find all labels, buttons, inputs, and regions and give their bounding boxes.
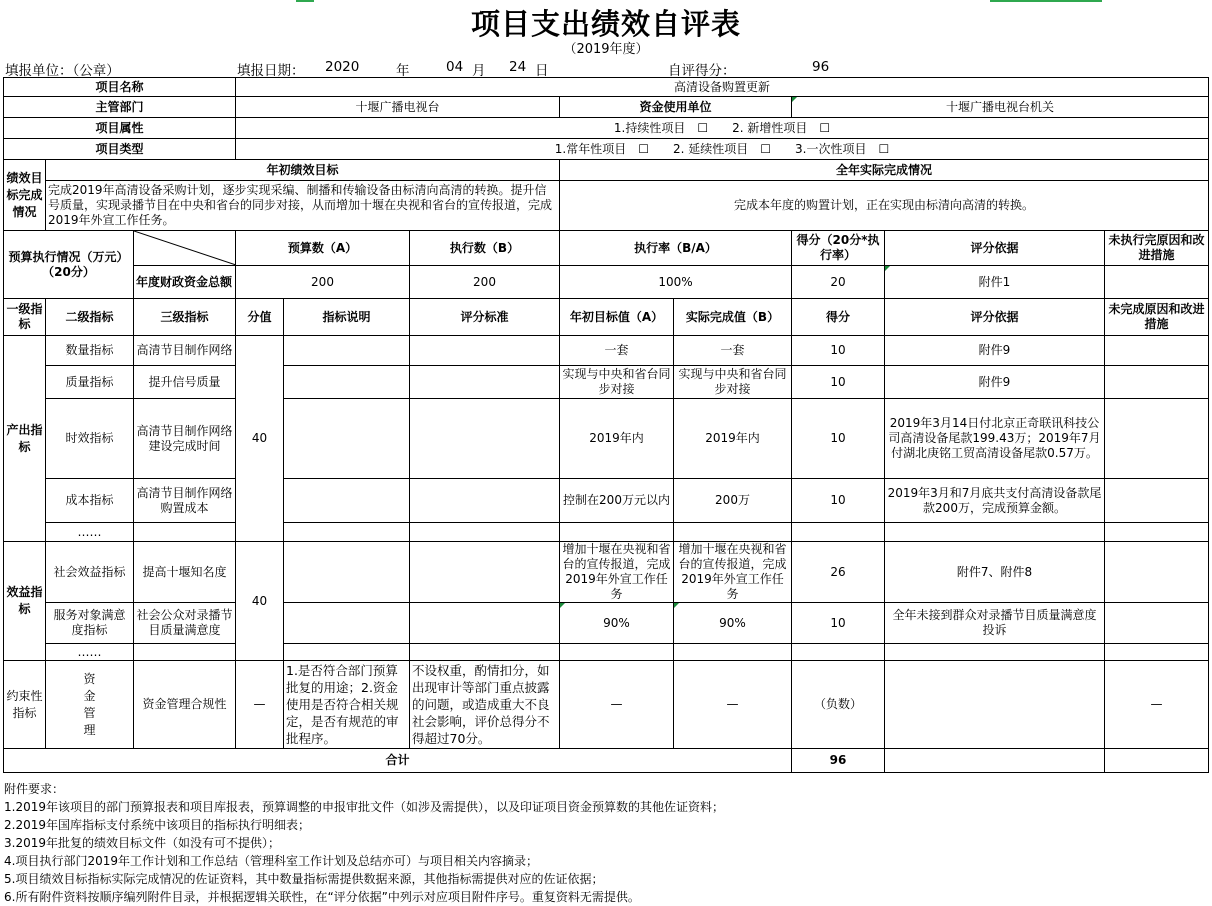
benefit-l2: 社会效益指标 <box>46 542 134 603</box>
unit-label: 填报单位：（公章） <box>5 63 120 79</box>
header-level3: 三级指标 <box>134 299 236 336</box>
empty-cell <box>885 644 1105 661</box>
score-label: 自评得分： <box>668 63 736 79</box>
header-reason: 未完成原因和改进措施 <box>1105 299 1209 336</box>
empty-cell <box>410 479 560 523</box>
output-l3: 高清节目制作网络建设完成时间 <box>134 399 236 479</box>
output-l3: 高清节目制作网络 <box>134 336 236 366</box>
goals-side-label: 绩效目标完成情况 <box>4 160 46 231</box>
benefit-l2: 服务对象满意度指标 <box>46 603 134 644</box>
table-row <box>4 399 1209 479</box>
note-item: 3.2019年批复的绩效目标文件（如没有可不提供）； <box>4 836 280 850</box>
date-day-unit: 日 <box>535 63 549 79</box>
project-attr: 1.持续性项目 ☐ 2. 新增性项目 ☐ <box>236 118 1209 139</box>
output-basis: 2019年3月14日付北京正奇联讯科技公司高清设备尾款199.43万；2019年7月付湖北庚铭工贸高清设备尾款0.57万。 <box>885 399 1105 479</box>
initial-goal-text: 完成2019年高清设备采购计划，逐步实现采编、制播和传输设备由标清向高清的转换。提升信号质量，实现录播节目在中央和省台的同步对接，从而增加十堰在央视和省台的宣传报道，完成2019年外宣工作任务。 <box>46 181 560 231</box>
empty-cell <box>284 336 410 366</box>
budget-score: 20 <box>792 266 885 299</box>
empty-cell <box>410 542 560 603</box>
project-type: 1.常年性项目 ☐ 2. 延续性项目 ☐ 3.一次性项目 ☐ <box>236 139 1209 160</box>
empty-cell <box>284 644 410 661</box>
empty-cell <box>674 644 792 661</box>
date-month-unit: 月 <box>472 63 486 79</box>
budget-col-b: 执行数（B） <box>410 231 560 266</box>
empty-cell <box>134 644 236 661</box>
output-actual: 2019年内 <box>674 399 792 479</box>
output-actual: 实现与中央和省台同步对接 <box>674 366 792 399</box>
fund-unit-value: 十堰广播电视台机关 <box>792 97 1209 118</box>
empty-cell <box>1105 749 1209 773</box>
output-l2: 数量指标 <box>46 336 134 366</box>
benefit-actual: 增加十堰在央视和省台的宣传报道，完成2019年外宣工作任务 <box>674 542 792 603</box>
constraint-score: （负数） <box>792 661 885 749</box>
table-row <box>4 542 1209 603</box>
output-score: 10 <box>792 336 885 366</box>
budget-row-label: 年度财政资金总额 <box>134 266 236 299</box>
output-basis: 附件9 <box>885 366 1105 399</box>
project-attr-label: 项目属性 <box>4 118 236 139</box>
fund-unit-label: 资金使用单位 <box>560 97 792 118</box>
empty-cell <box>284 399 410 479</box>
constraint-l2: 资金管理 <box>46 661 134 749</box>
empty-cell <box>410 399 560 479</box>
empty-cell <box>1105 644 1209 661</box>
empty-cell <box>1105 336 1209 366</box>
output-weight: 40 <box>236 336 284 542</box>
table-row <box>4 479 1209 523</box>
table-row <box>4 336 1209 366</box>
header-basis: 评分依据 <box>885 299 1105 336</box>
budget-col-score: 得分（20分*执行率） <box>792 231 885 266</box>
empty-cell <box>885 749 1105 773</box>
output-actual: 200万 <box>674 479 792 523</box>
empty-cell <box>284 366 410 399</box>
header-score: 得分 <box>792 299 885 336</box>
output-target: 一套 <box>560 336 674 366</box>
header-desc: 指标说明 <box>284 299 410 336</box>
dept-label: 主管部门 <box>4 97 236 118</box>
info-bar <box>0 58 1212 79</box>
note-item: 6.所有附件资料按顺序编列附件目录，并根据逻辑关联性，在“评分依据”中列示对应项目附件序号。重复资料无需提供。 <box>4 890 640 904</box>
evaluation-table <box>3 77 1209 773</box>
benefit-more: …… <box>46 644 134 661</box>
output-l2: 质量指标 <box>46 366 134 399</box>
budget-b: 200 <box>410 266 560 299</box>
benefit-target: 90% <box>560 603 674 644</box>
project-type-label: 项目类型 <box>4 139 236 160</box>
date-day: 24 <box>509 59 527 75</box>
constraint-l3: 资金管理合规性 <box>134 661 236 749</box>
empty-cell <box>792 644 885 661</box>
budget-label: 预算执行情况（万元）（20分） <box>4 231 134 299</box>
project-name: 高清设备购置更新 <box>236 78 1209 97</box>
empty-cell <box>560 644 674 661</box>
empty-cell <box>885 523 1105 542</box>
budget-col-a: 预算数（A） <box>236 231 410 266</box>
total-label: 合计 <box>4 749 792 773</box>
empty-cell <box>410 523 560 542</box>
output-target: 实现与中央和省台同步对接 <box>560 366 674 399</box>
benefit-target: 增加十堰在央视和省台的宣传报道，完成2019年外宣工作任务 <box>560 542 674 603</box>
date-year: 2020 <box>325 59 360 75</box>
notes-heading: 附件要求： <box>4 782 65 796</box>
note-item: 4.项目执行部门2019年工作计划和工作总结（管理科室工作计划及总结亦可）与项目相关内容摘录； <box>4 854 538 868</box>
budget-reason <box>1105 266 1209 299</box>
constraint-reason: — <box>1105 661 1209 749</box>
budget-col-rate: 执行率（B/A） <box>560 231 792 266</box>
output-more: …… <box>46 523 134 542</box>
header-level1: 一级指标 <box>4 299 46 336</box>
page-title: 项目支出绩效自评表 <box>470 7 741 41</box>
header-actual: 实际完成值（B） <box>674 299 792 336</box>
table-row <box>4 644 1209 661</box>
table-row <box>4 603 1209 644</box>
empty-cell <box>284 603 410 644</box>
attachment-notes <box>4 780 1208 906</box>
empty-cell <box>410 366 560 399</box>
date-year-unit: 年 <box>396 63 410 79</box>
budget-diagonal-cell <box>134 231 236 266</box>
budget-col-reason: 未执行完原因和改进措施 <box>1105 231 1209 266</box>
output-label: 产出指标 <box>4 336 46 542</box>
benefit-l3: 提高十堰知名度 <box>134 542 236 603</box>
empty-cell <box>1105 399 1209 479</box>
output-actual: 一套 <box>674 336 792 366</box>
empty-cell <box>1105 523 1209 542</box>
constraint-desc: 1.是否符合部门预算批复的用途；2.资金使用是否符合相关规定，是否有规范的审批程序。 <box>284 661 410 749</box>
budget-col-basis: 评分依据 <box>885 231 1105 266</box>
empty-cell <box>792 523 885 542</box>
date-month: 04 <box>446 59 464 75</box>
output-l3: 提升信号质量 <box>134 366 236 399</box>
empty-cell <box>1105 603 1209 644</box>
benefit-basis: 全年未接到群众对录播节目质量满意度投诉 <box>885 603 1105 644</box>
empty-cell <box>674 523 792 542</box>
output-target: 2019年内 <box>560 399 674 479</box>
note-item: 1.2019年该项目的部门预算报表和项目库报表，预算调整的申报审批文件（如涉及需提供），以及印证项目资金预算数的其他佐证资料； <box>4 800 724 814</box>
output-score: 10 <box>792 399 885 479</box>
output-score: 10 <box>792 479 885 523</box>
output-score: 10 <box>792 366 885 399</box>
page-subtitle: （2019年度） <box>563 42 649 57</box>
actual-result-text: 完成本年度的购置计划，正在实现由标清向高清的转换。 <box>560 181 1209 231</box>
empty-cell <box>284 523 410 542</box>
empty-cell <box>410 336 560 366</box>
table-row <box>4 366 1209 399</box>
header-target: 年初目标值（A） <box>560 299 674 336</box>
total-score: 96 <box>792 749 885 773</box>
benefit-label: 效益指标 <box>4 542 46 661</box>
benefit-score: 10 <box>792 603 885 644</box>
benefit-weight: 40 <box>236 542 284 661</box>
empty-cell <box>410 603 560 644</box>
diagonal-line <box>134 231 236 265</box>
header-standard: 评分标准 <box>410 299 560 336</box>
output-l3: 高清节目制作网络购置成本 <box>134 479 236 523</box>
empty-cell <box>885 661 1105 749</box>
empty-cell <box>284 479 410 523</box>
benefit-l3: 社会公众对录播节目质量满意度 <box>134 603 236 644</box>
benefit-basis: 附件7、附件8 <box>885 542 1105 603</box>
empty-cell <box>1105 542 1209 603</box>
output-basis: 2019年3月和7月底共支付高清设备款尾款200万，完成预算金额。 <box>885 479 1105 523</box>
actual-result-header: 全年实际完成情况 <box>560 160 1209 181</box>
constraint-actual: — <box>674 661 792 749</box>
output-target: 控制在200万元以内 <box>560 479 674 523</box>
budget-a: 200 <box>236 266 410 299</box>
constraint-target: — <box>560 661 674 749</box>
output-basis: 附件9 <box>885 336 1105 366</box>
constraint-weight: — <box>236 661 284 749</box>
note-item: 5.项目绩效目标指标实际完成情况的佐证资料，其中数量指标需提供数据来源，其他指标需提供对应的佐证依据； <box>4 872 604 886</box>
initial-goal-header: 年初绩效目标 <box>46 160 560 181</box>
benefit-score: 26 <box>792 542 885 603</box>
empty-cell <box>1105 366 1209 399</box>
benefit-actual: 90% <box>674 603 792 644</box>
self-score: 96 <box>812 59 830 75</box>
budget-basis: 附件1 <box>885 266 1105 299</box>
budget-rate: 100% <box>560 266 792 299</box>
empty-cell <box>1105 479 1209 523</box>
constraint-label: 约束性指标 <box>4 661 46 749</box>
empty-cell <box>134 523 236 542</box>
table-row <box>4 661 1209 749</box>
project-name-label: 项目名称 <box>4 78 236 97</box>
header-weight: 分值 <box>236 299 284 336</box>
output-l2: 成本指标 <box>46 479 134 523</box>
note-item: 2.2019年国库指标支付系统中该项目的指标执行明细表； <box>4 818 310 832</box>
empty-cell <box>560 523 674 542</box>
date-label: 填报日期： <box>237 63 305 79</box>
empty-cell <box>284 542 410 603</box>
output-l2: 时效指标 <box>46 399 134 479</box>
empty-cell <box>410 644 560 661</box>
table-row <box>4 523 1209 542</box>
header-level2: 二级指标 <box>46 299 134 336</box>
dept-value: 十堰广播电视台 <box>236 97 560 118</box>
constraint-standard: 不设权重，酌情扣分，如出现审计等部门重点披露的问题，或造成重大不良社会影响，评价总得分不得超过70分。 <box>410 661 560 749</box>
